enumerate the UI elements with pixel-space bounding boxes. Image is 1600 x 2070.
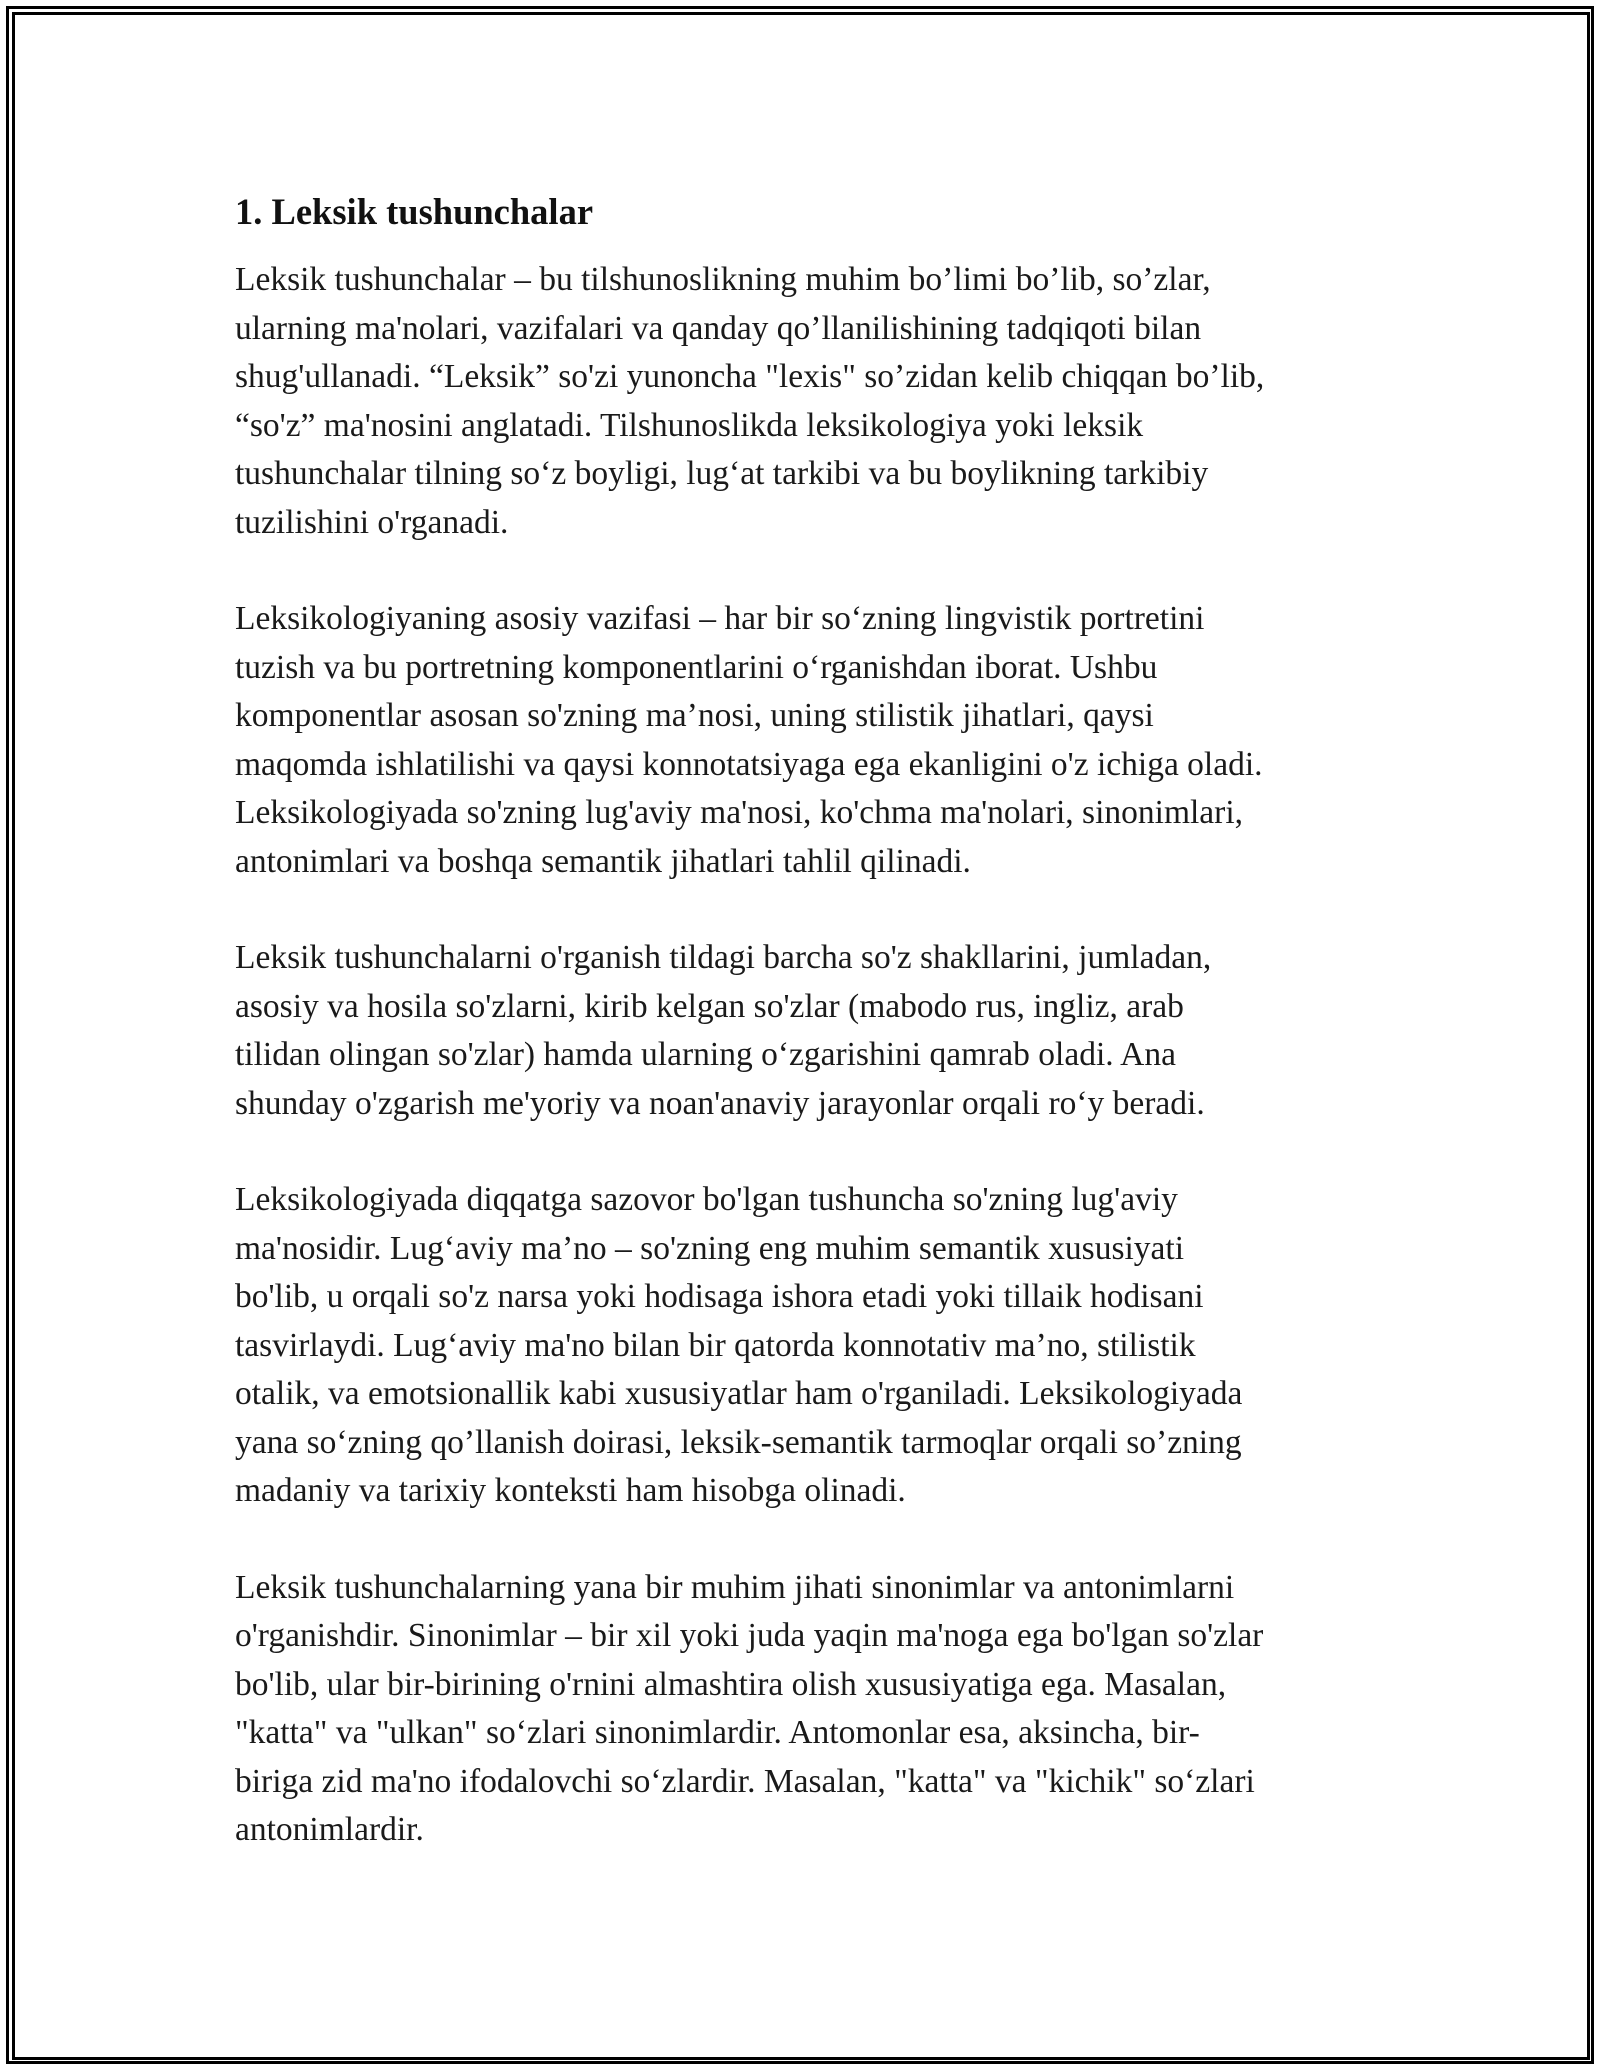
text-line: tushunchalar tilning so‘z boyligi, lug‘at tarkibi va bu boylikning tarkibiy xyxy=(235,455,1209,492)
text-line: "katta" va "ulkan" so‘zlari sinonimlardir. Antomonlar esa, aksincha, bir- xyxy=(235,1714,1200,1751)
text-line: antonimlari va boshqa semantik jihatlari tahlil qilinadi. xyxy=(235,842,971,880)
text-line: Leksikologiyada diqqatga sazovor bo'lgan tushuncha so'zning lug'aviy xyxy=(235,1181,1178,1218)
paragraph-1 xyxy=(235,256,1370,547)
text-line: madaniy va tarixiy konteksti ham hisobga olinadi. xyxy=(235,1472,906,1509)
text-line: tuzilishini o'rganadi. xyxy=(235,503,509,541)
text-line: bo'lib, ular bir-birining o'rnini almashtira olish xususiyatiga ega. Masalan, xyxy=(235,1665,1227,1703)
text-line: antonimlardir. xyxy=(235,1811,424,1848)
text-line: Leksikologiyada so'zning lug'aviy ma'nosi, ko'chma ma'nolari, sinonimlari, xyxy=(235,794,1244,831)
text-line: shug'ullanadi. “Leksik” so'zi yunoncha "lexis" so’zidan kelib chiqqan bo’lib, xyxy=(235,358,1265,395)
text-line: Leksikologiyaning asosiy vazifasi – har bir so‘zning lingvistik portretini xyxy=(235,600,1205,637)
text-line: yana so‘zning qo’llanish doirasi, leksik-semantik tarmoqlar orqali so’zning xyxy=(235,1423,1242,1461)
text-line: tilidan olingan so'zlar) hamda ularning o‘zgarishini qamrab oladi. Ana xyxy=(235,1036,1176,1073)
text-line: komponentlar asosan so'zning ma’nosi, uning stilistik jihatlari, qaysi xyxy=(235,697,1154,734)
text-line: biriga zid ma'no ifodalovchi so‘zlardir. Masalan, "katta" va "kichik" so‘zlari xyxy=(235,1762,1255,1800)
text-line: Leksik tushunchalar – bu tilshunoslikning muhim bo’limi bo’lib, so’zlar, xyxy=(235,261,1211,298)
text-line: otalik, va emotsionallik kabi xususiyatlar ham o'rganiladi. Leksikologiyada xyxy=(235,1375,1243,1412)
paragraph-4 xyxy=(235,1176,1370,1516)
text-line: tuzish va bu portretning komponentlarini o‘rganishdan iborat. Ushbu xyxy=(235,648,1158,686)
text-line: o'rganishdir. Sinonimlar – bir xil yoki juda yaqin ma'noga ega bo'lgan so'zlar xyxy=(235,1617,1264,1654)
paragraph-2 xyxy=(235,595,1370,886)
text-line: shunday o'zgarish me'yoriy va noan'anaviy jarayonlar orqali ro‘y beradi. xyxy=(235,1084,1205,1122)
text-line: ma'nosidir. Lug‘aviy ma’no – so'zning eng muhim semantik xususiyati xyxy=(235,1229,1185,1267)
text-line: Leksik tushunchalarni o'rganish tildagi barcha so'z shakllarini, jumladan, xyxy=(235,939,1212,976)
text-line: Leksik tushunchalarning yana bir muhim jihati sinonimlar va antonimlarni xyxy=(235,1568,1235,1606)
text-line: asosiy va hosila so'zlarni, kirib kelgan so'zlar (mabodo rus, ingliz, arab xyxy=(235,987,1184,1025)
text-line: bo'lib, u orqali so'z narsa yoki hodisaga ishora etadi yoki tillaik hodisani xyxy=(235,1278,1204,1315)
text-line: tasvirlaydi. Lug‘aviy ma'no bilan bir qatorda konnotativ ma’no, stilistik xyxy=(235,1326,1196,1364)
text-line: “so'z” ma'nosini anglatadi. Tilshunoslikda leksikologiya yoki leksik xyxy=(235,406,1144,444)
paragraph-5 xyxy=(235,1564,1370,1855)
paragraph-3 xyxy=(235,934,1370,1128)
text-line: maqomda ishlatilishi va qaysi konnotatsiyaga ega ekanligini o'z ichiga oladi. xyxy=(235,745,1263,783)
section-heading: 1. Leksik tushunchalar xyxy=(235,191,594,232)
document-body xyxy=(235,186,1370,1903)
text-line: ularning ma'nolari, vazifalari va qanday qo’llanilishining tadqiqoti bilan xyxy=(235,309,1202,347)
